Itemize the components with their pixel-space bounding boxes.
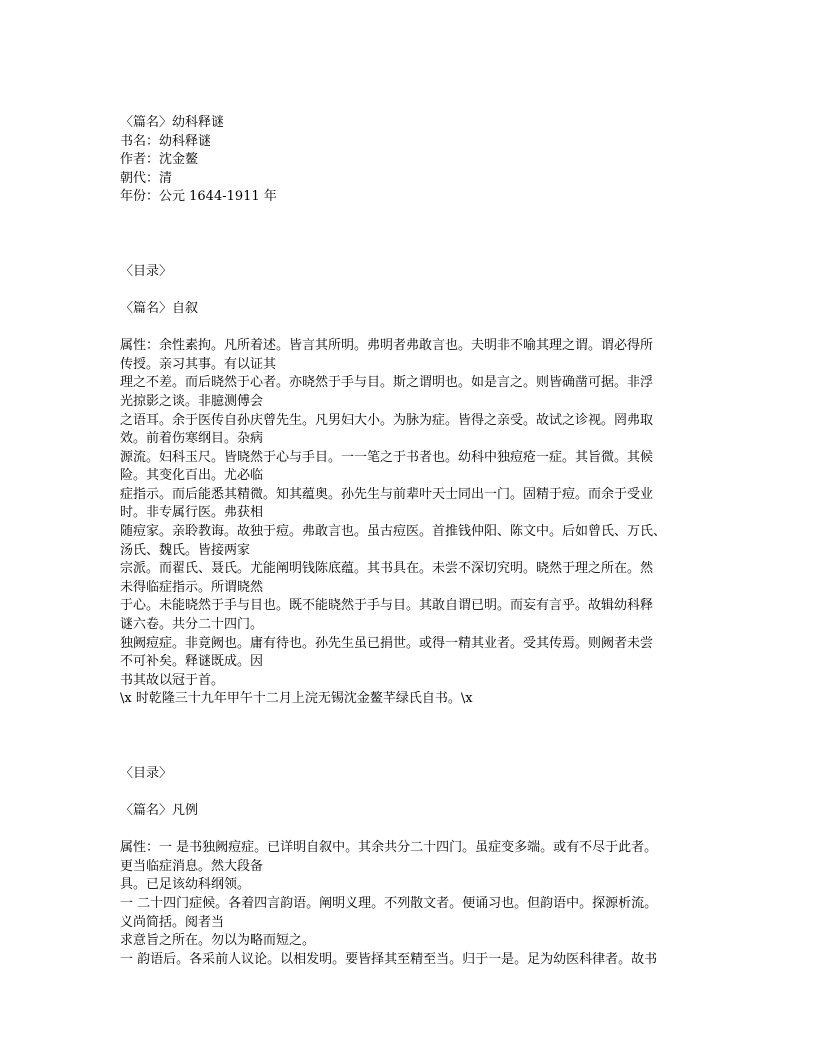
author: 作者：沈金鳌 — [120, 152, 199, 168]
section-title: 〈篇名〉凡例 — [120, 802, 199, 818]
body-line: 独阙痘症。非竟阙也。庸有待也。孙先生虽已捐世。或得一精其业者。受其传焉。则阙者未尝 — [120, 635, 654, 651]
body-line: 求意旨之所在。勿以为略而短之。 — [120, 933, 316, 949]
body-line: 症指示。而后能悉其精微。知其蕴奥。孙先生与前辈叶天士同出一门。固精于痘。而余于受业 — [120, 486, 654, 502]
header-title: 〈篇名〉幼科释谜 — [120, 115, 225, 130]
book-name: 书名：幼科释谜 — [120, 133, 212, 149]
body-line: 属性：一 是书独阙痘症。已详明自叙中。其余共分二十四门。虽症变多端。或有不尽于此者。 — [120, 840, 658, 856]
toc-heading: 〈目录〉 — [120, 263, 173, 279]
body-line: 之语耳。余于医传自孙庆曾先生。凡男妇大小。为脉为症。皆得之亲受。故试之诊视。罔弗取 — [120, 412, 654, 428]
body-line: 属性：余性素拘。凡所着述。皆言其所明。弗明者弗敢言也。夫明非不喻其理之谓。谓必得所 — [120, 338, 654, 354]
section-title: 〈篇名〉自叙 — [120, 300, 199, 316]
body-line: 源流。妇科玉尺。皆晓然于心与手目。一一笔之于书者也。幼科中独痘疮一症。其旨微。其候 — [120, 449, 654, 465]
body-line: 险。其变化百出。尤必临 — [120, 468, 264, 484]
body-line: 一 二十四门症候。各着四言韵语。阐明义理。不列散文者。便诵习也。但韵语中。探源析流。 — [120, 895, 658, 911]
body-line: 效。前着伤寒纲目。杂病 — [120, 431, 264, 447]
body-line: 具。已足该幼科纲领。 — [120, 877, 251, 893]
body-line: \x 时乾隆三十九年甲午十二月上浣无锡沈金鳌芊绿氏自书。\x — [120, 691, 473, 707]
body-line: 义尚简括。阅者当 — [120, 914, 225, 930]
body-line: 书其故以冠于首。 — [120, 672, 225, 688]
body-line: 光掠影之谈。非臆测傅会 — [120, 393, 264, 409]
body-line: 于心。未能晓然于手与目也。既不能晓然于手与目。其敢自谓已明。而妄有言乎。故辑幼科释 — [120, 598, 654, 614]
body-line: 传授。亲习其事。有以证其 — [120, 356, 277, 372]
body-line: 时。非专属行医。弗获相 — [120, 505, 264, 521]
year: 年份：公元 1644-1911 年 — [120, 189, 277, 205]
document-page — [120, 114, 700, 969]
body-line: 谜六卷。共分二十四门。 — [120, 617, 264, 633]
body-line: 理之不差。而后晓然于心者。亦晓然于手与目。斯之谓明也。如是言之。则皆确凿可据。非浮 — [120, 375, 654, 391]
body-line: 汤氏、魏氏。皆接两家 — [120, 542, 251, 558]
dynasty: 朝代：清 — [120, 170, 173, 186]
body-line: 更当临症消息。然大段备 — [120, 858, 264, 874]
body-line: 随痘家。亲聆教诲。故独于痘。弗敢言也。虽古痘医。首推钱仲阳、陈文中。后如曾氏、万氏、 — [120, 524, 667, 540]
body-line: 宗派。而翟氏、聂氏。尤能阐明钱陈底蕴。其书具在。未尝不深切究明。晓然于理之所在。然 — [120, 561, 654, 577]
section-body — [120, 337, 700, 709]
section-body — [120, 839, 700, 969]
body-line: 不可补矣。释谜既成。因 — [120, 654, 264, 670]
body-line: 未得临症指示。所谓晓然 — [120, 579, 264, 595]
toc-heading: 〈目录〉 — [120, 765, 173, 781]
body-line: 一 韵语后。各采前人议论。以相发明。要皆择其至精至当。归于一是。足为幼医科律者。故书 — [120, 951, 658, 967]
